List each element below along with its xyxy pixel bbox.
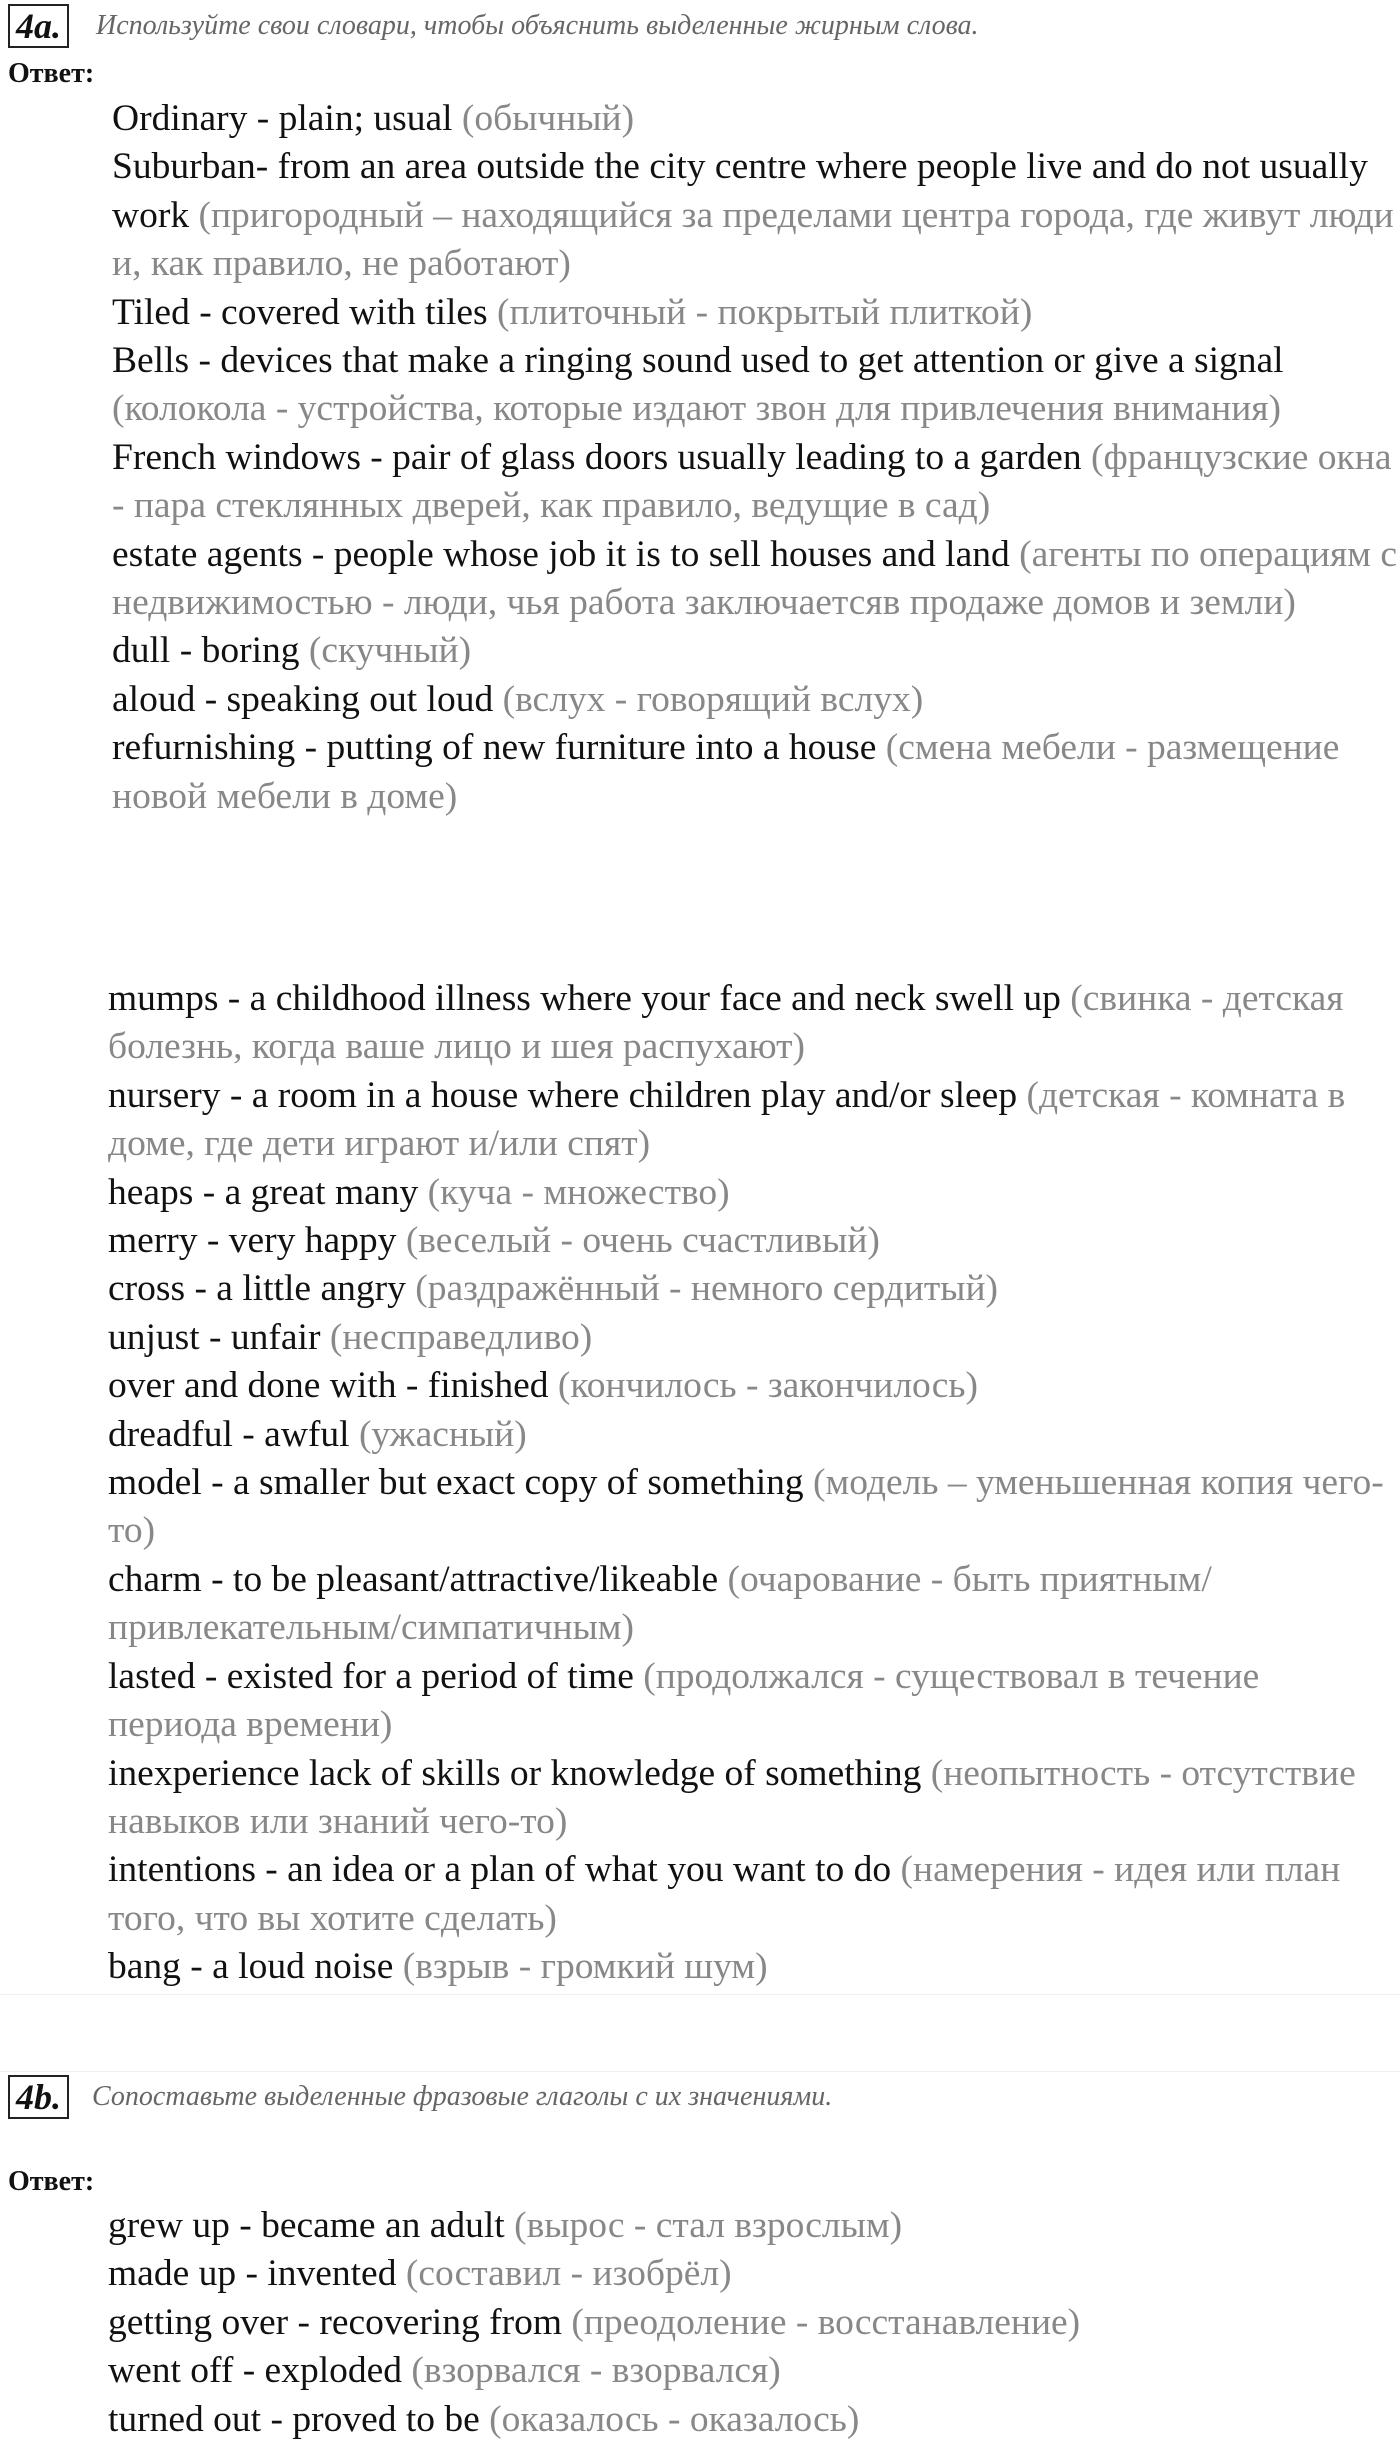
entry-grew-up: grew up - became an adult (вырос - стал взрослым) bbox=[108, 2205, 903, 2246]
entry-getting-over: getting over - recovering from (преодоление - восстанавление) bbox=[108, 2301, 1081, 2343]
entry-over-and-done-with: over and done with - finished (кончилось - закончилось) bbox=[108, 1365, 978, 1407]
entry-mumps: mumps - a childhood illness where your face and neck swell up (свинка - детская болезнь, когда ваше лицо и шея распухают) bbox=[108, 978, 1344, 1068]
entry-tiled: Tiled - covered with tiles (плиточный - покрытый плиткой) bbox=[112, 291, 1033, 333]
entries-4b bbox=[108, 2202, 1397, 2444]
entry-french-windows: French windows - pair of glass doors usually leading to a garden (французские окна - пара стеклянных дверей, как правило, ведущие в сад) bbox=[112, 436, 1392, 527]
section-divider bbox=[0, 1994, 1400, 2072]
entry-intentions: intentions - an idea or a plan of what you want to do (намерения - идея или план того, что вы хотите сделать) bbox=[108, 1849, 1341, 1939]
entry-turned-out: turned out - proved to be (оказалось - оказалось) bbox=[108, 2398, 860, 2440]
entry-ordinary: Ordinary - plain; usual (обычный) bbox=[112, 98, 635, 139]
entry-suburban: Suburban- from an area outside the city centre where people live and do not usually work (пригородный – находящийся за пределами центра города, где живут люди и, как правило, не работают) bbox=[112, 146, 1394, 285]
entry-made-up: made up - invented (составил - изобрёл) bbox=[108, 2253, 732, 2295]
entry-heaps: heaps - a great many (куча - множество) bbox=[108, 1171, 730, 1213]
task-number-badge-4b bbox=[8, 2075, 69, 2119]
entry-dreadful: dreadful - awful (ужасный) bbox=[108, 1413, 527, 1455]
entries-4a-group1 bbox=[112, 95, 1397, 821]
answer-label-4b: Ответ: bbox=[8, 2166, 95, 2197]
entry-refurnishing: refurnishing - putting of new furniture into a house (смена мебели - размещение новой мебели в доме) bbox=[112, 727, 1340, 817]
task-number-4b: 4b. bbox=[16, 2077, 61, 2117]
task-number-4a: 4a. bbox=[16, 6, 61, 46]
entry-estate-agents: estate agents - people whose job it is to sell houses and land (агенты по операциям с недвижимостью - люди, чья работа заключаетсяв продаже домов и земли) bbox=[112, 533, 1397, 624]
entry-dull: dull - boring (скучный) bbox=[112, 630, 472, 672]
task-number-badge-4a bbox=[8, 4, 69, 48]
task-instruction-4b: Сопоставьте выделенные фразовые глаголы с их значениями. bbox=[92, 2081, 833, 2112]
entry-bells: Bells - devices that make a ringing sound used to get attention or give a signal (колокола - устройства, которые издают звон для привлечения внимания) bbox=[112, 340, 1284, 430]
entry-cross: cross - a little angry (раздражённый - немного сердитый) bbox=[108, 1268, 999, 1310]
entry-bang: bang - a loud noise (взрыв - громкий шум) bbox=[108, 1946, 768, 1988]
entry-merry: merry - very happy (веселый - очень счастливый) bbox=[108, 1220, 880, 1262]
entry-model: model - a smaller but exact copy of something (модель – уменьшенная копия чего-то) bbox=[108, 1462, 1384, 1552]
entry-charm: charm - to be pleasant/attractive/likeable (очарование - быть приятным/привлекательным/симпатичным) bbox=[108, 1558, 1212, 1649]
task-instruction-4a: Используйте свои словари, чтобы объяснить выделенные жирным слова. bbox=[96, 10, 979, 41]
entry-unjust: unjust - unfair (несправедливо) bbox=[108, 1316, 593, 1358]
entry-aloud: aloud - speaking out loud (вслух - говорящий вслух) bbox=[112, 678, 924, 720]
entry-inexperience: inexperience lack of skills or knowledge of something (неопытность - отсутствие навыков или знаний чего-то) bbox=[108, 1752, 1356, 1842]
entry-nursery: nursery - a room in a house where children play and/or sleep (детская - комната в доме, где дети играют и/или спят) bbox=[108, 1074, 1346, 1165]
entries-4a-group2 bbox=[108, 975, 1397, 1992]
entry-went-off: went off - exploded (взорвался - взорвался) bbox=[108, 2350, 781, 2392]
entry-lasted: lasted - existed for a period of time (продолжался - существовал в течение периода времени) bbox=[108, 1655, 1260, 1746]
answer-label-4a: Ответ: bbox=[8, 58, 95, 89]
